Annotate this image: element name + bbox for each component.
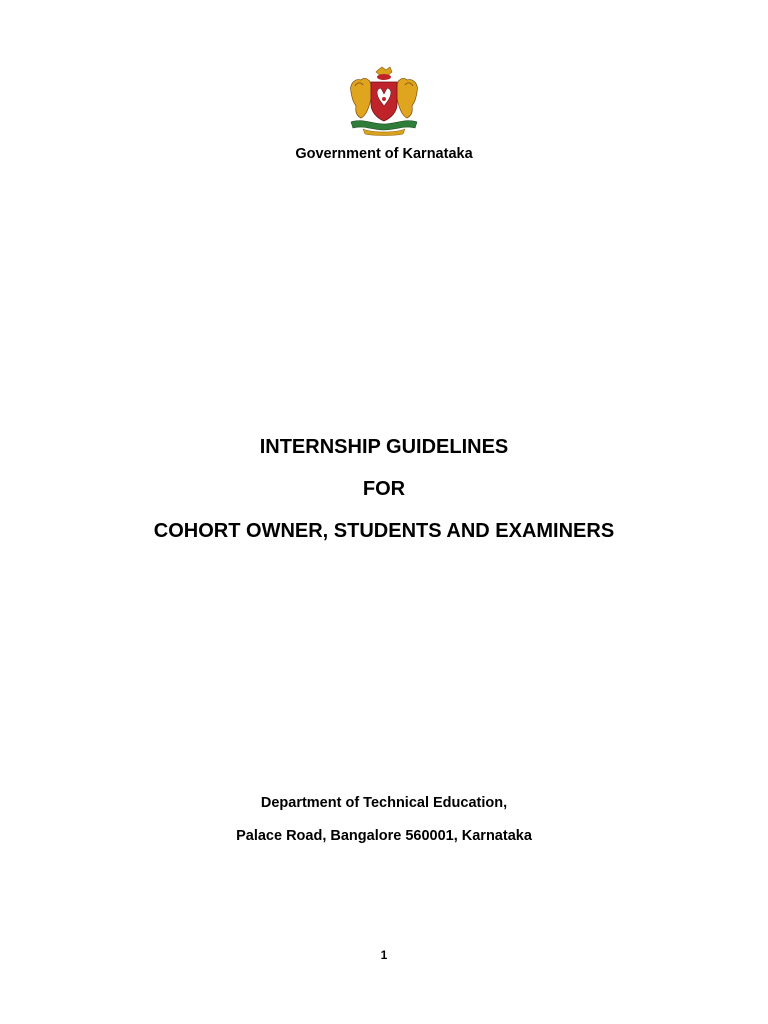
department-address: Palace Road, Bangalore 560001, Karnataka [236, 828, 532, 844]
karnataka-emblem-icon [347, 66, 421, 136]
document-title-line-3: COHORT OWNER, STUDENTS AND EXAMINERS [153, 520, 615, 542]
page-number: 1 [380, 948, 388, 962]
department-name: Department of Technical Education, [260, 795, 508, 811]
document-title-line-1: INTERNSHIP GUIDELINES [259, 436, 509, 458]
document-title-line-2: FOR [362, 478, 406, 500]
government-name: Government of Karnataka [295, 146, 473, 162]
